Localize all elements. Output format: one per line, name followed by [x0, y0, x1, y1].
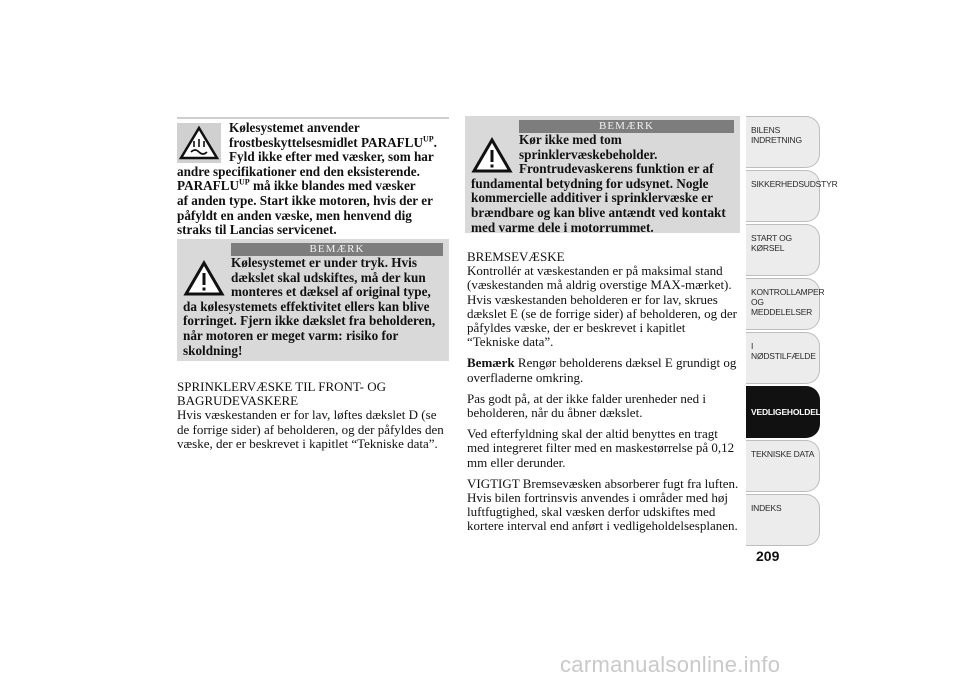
coolant-notice — [177, 121, 449, 238]
paragraph: Pas godt på, at der ikke falder urenheder ned i beholderen, når du åbner dækslet. — [467, 390, 706, 421]
box-title: BEMÆRK — [231, 243, 443, 256]
notice-line: $PARAFLU^{UP}$ må ikke blandes med væsker — [177, 177, 416, 194]
paragraph: Bemærk Rengør beholderens dæksel E grundigt og overfladerne omkring. — [467, 355, 737, 385]
tab-kontrollamper[interactable]: KONTROLLAMPER OG MEDDELELSER — [746, 278, 820, 330]
notice-line: andre specifikationer end den eksisterende. — [177, 163, 420, 179]
warning-triangle-icon — [183, 260, 225, 298]
box-text: Kølesystemet er under tryk. Hvis dækslet skal udskiftes, må der kun monteres et dæksel af original type, da kølesystemets effektivitet ellers kan blive forringet. Fjern ikke dækslet fra beholderen, når motoren er meget varm: risiko for skoldning! — [183, 255, 436, 358]
note-label: Bemærk — [467, 355, 515, 371]
pressure-warning-box — [177, 239, 449, 361]
box-text: Kør ikke med tom sprinklervæskebeholder. Frontrudevaskerens funktion er af fundamental betydning for udsynet. Nogle kommercielle additiver i sprinklervæske er brændbare og kan blive antændt ved kontakt med varme dele i motorrummet. — [471, 132, 726, 235]
box-title: BEMÆRK — [519, 120, 734, 133]
notice-line: frostbeskyttelsesmidlet $PARAFLU^{UP}$. — [229, 134, 437, 150]
sprinkler-warning-box — [465, 116, 740, 233]
tab-i-nodstilfaelde[interactable]: I NØDSTILFÆLDE — [746, 332, 820, 384]
paragraph: Kontrollér at væskestanden er på maksimal stand (væskestanden må aldrig overstige MAX-mærket). Hvis væskestanden beholderen er for lav, skrues dækslet E (se de forrige sider) af beholderen, og der påfyldes væske, der er beskrevet i kapitlet “Tekniske data”. — [467, 263, 738, 350]
section-title: SPRINKLERVÆSKE TIL FRONT- OG BAGRUDEVASKERE — [177, 379, 387, 409]
brake-fluid-section — [467, 250, 739, 541]
section-text: Hvis væskestanden er for lav, løftes dækslet D (se de forrige sider) af beholderen, og der påfyldes den væske, der er beskrevet i kapitlet “Tekniske data”. — [177, 407, 444, 451]
paragraph: VIGTIGT Bremsevæsken absorberer fugt fra luften. Hvis bilen fortrinsvis anvendes i områder med høj luftfugtighed, skal væsken derfor udskiftes med kortere interval end anført i vedligeholdelsesplanen. — [467, 475, 739, 534]
watermark: carmanualsonline.info — [560, 652, 781, 677]
tab-sikkerhedsudstyr[interactable]: SIKKERHEDSUDSTYR — [746, 170, 820, 222]
paragraph: Ved efterfyldning skal der altid benyttes en tragt med integreret filter med en maskestørrelse på 0,12 mm eller derunder. — [467, 426, 735, 470]
top-rule — [177, 117, 449, 119]
page-number: 209 — [756, 548, 780, 564]
notice-line: Fyld ikke efter med væsker, som har — [229, 149, 434, 165]
notice-line: af anden type. Start ikke motoren, hvis der er — [177, 192, 433, 208]
notice-line: Kølesystemet anvender — [229, 120, 360, 135]
section-title: BREMSEVÆSKE — [467, 249, 565, 264]
notice-line: straks til Lancias servicenet. — [177, 222, 337, 238]
tab-bilens-indretning[interactable]: BILENS INDRETNING — [746, 116, 820, 168]
sprinkler-section — [177, 380, 449, 458]
notice-line: påfyldt en anden væske, men henvend dig — [177, 207, 412, 223]
warning-triangle-icon — [471, 137, 513, 175]
tab-vedligeholdelse[interactable]: VEDLIGEHOLDELSE — [746, 386, 820, 438]
tab-indeks[interactable]: INDEKS — [746, 494, 820, 546]
tab-tekniske-data[interactable]: TEKNISKE DATA — [746, 440, 820, 492]
coolant-warning-icon — [177, 123, 221, 163]
tab-start-og-korsel[interactable]: START OG KØRSEL — [746, 224, 820, 276]
